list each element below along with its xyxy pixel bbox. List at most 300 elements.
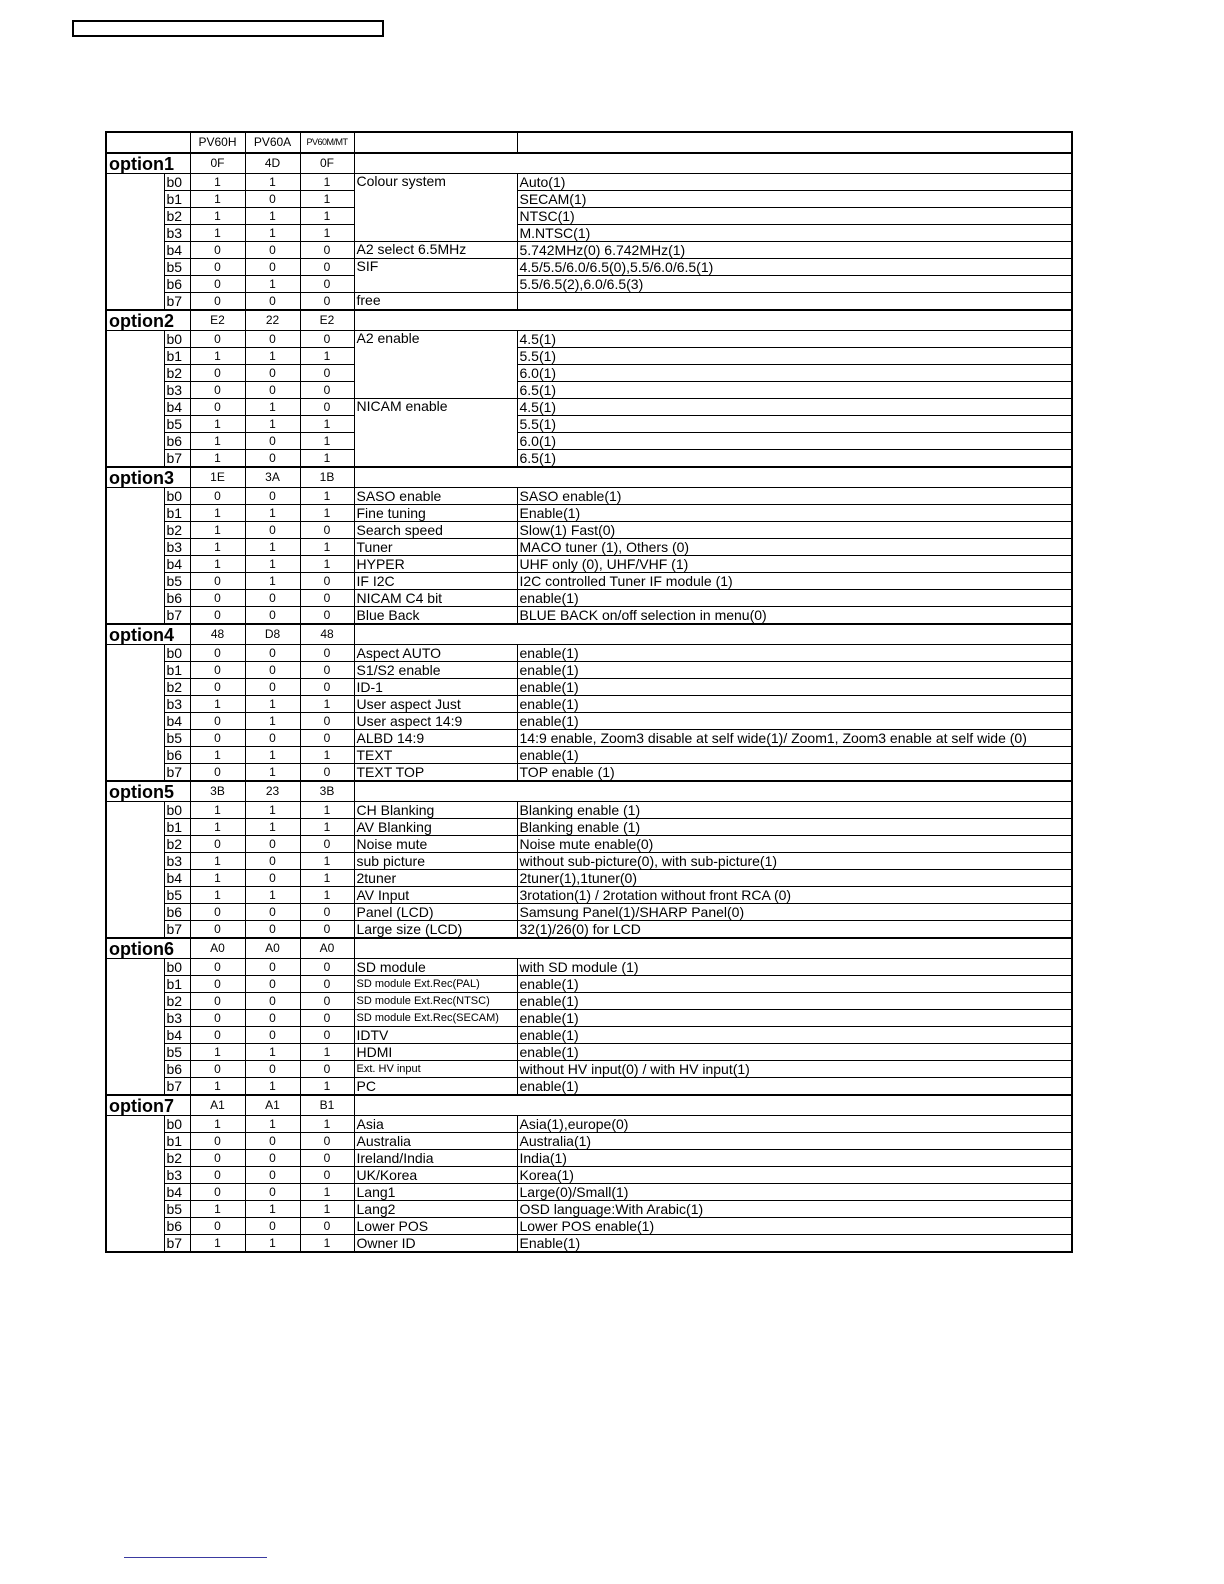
bit-value: 1 [300,870,354,887]
bit-row [106,539,1072,556]
bit-value: 1 [245,887,300,904]
bit-label: b1 [164,662,190,679]
bit-label: b4 [164,1027,190,1044]
description: 32(1)/26(0) for LCD [517,921,1072,939]
bit-value: 1 [190,887,245,904]
bit-label: b7 [164,607,190,625]
bit-value: 1 [245,1078,300,1096]
function-name: Panel (LCD) [354,904,517,921]
bit-value: 1 [245,573,300,590]
bit-value: 0 [300,1133,354,1150]
header-blank [517,132,1072,153]
bit-value: 1 [190,1201,245,1218]
bit-value: 0 [190,382,245,399]
bit-value: 1 [300,1044,354,1061]
bit-label: b2 [164,993,190,1010]
bit-value: 0 [190,1010,245,1027]
bit-value: 0 [245,730,300,747]
option-value: 22 [245,310,300,331]
bit-value: 0 [190,331,245,348]
bit-value: 1 [190,539,245,556]
bit-value: 0 [245,976,300,993]
bit-label: b1 [164,505,190,522]
model-header: PV60M/MT [300,132,354,153]
bit-value: 0 [190,1167,245,1184]
bit-value: 0 [245,191,300,208]
bit-value: 0 [190,1027,245,1044]
bit-value: 0 [245,1218,300,1235]
bit-label: b5 [164,416,190,433]
function-name: Large size (LCD) [354,921,517,939]
description: enable(1) [517,1044,1072,1061]
function-name: IF I2C [354,573,517,590]
function-name: Lang2 [354,1201,517,1218]
bit-value: 0 [300,679,354,696]
bit-value: 0 [190,1133,245,1150]
option-value: A0 [190,938,245,959]
description: Lower POS enable(1) [517,1218,1072,1235]
bit-value: 0 [245,382,300,399]
function-name: ID-1 [354,679,517,696]
function-name: NICAM enable [354,399,517,468]
description: Blanking enable (1) [517,819,1072,836]
bit-label: b3 [164,1167,190,1184]
bit-value: 1 [300,348,354,365]
description: 4.5(1) [517,399,1072,416]
bit-value: 0 [190,679,245,696]
bit-value: 0 [300,1167,354,1184]
description: 4.5/5.5/6.0/6.5(0),5.5/6.0/6.5(1) [517,259,1072,276]
bit-label: b5 [164,1044,190,1061]
option-header-row [106,153,1072,174]
bit-value: 0 [190,573,245,590]
bit-value: 0 [300,590,354,607]
bit-value: 1 [190,747,245,764]
bit-row [106,645,1072,662]
bit-value: 0 [190,976,245,993]
function-name: Australia [354,1133,517,1150]
bit-value: 0 [245,293,300,311]
model-header: PV60A [245,132,300,153]
bit-value: 1 [300,208,354,225]
option-name: option6 [106,938,190,959]
option-left-blank [106,1116,164,1253]
description: 6.0(1) [517,433,1072,450]
bit-value: 1 [300,853,354,870]
bit-value: 0 [245,870,300,887]
option-header-row [106,310,1072,331]
bit-value: 0 [245,365,300,382]
bit-value: 0 [190,242,245,259]
bit-value: 0 [190,993,245,1010]
function-name: SIF [354,259,517,293]
bit-value: 0 [245,1010,300,1027]
bit-label: b2 [164,208,190,225]
bit-value: 1 [245,802,300,819]
bit-value: 0 [245,679,300,696]
bit-value: 1 [245,225,300,242]
bit-label: b2 [164,522,190,539]
bit-value: 1 [245,713,300,730]
option-value: 3A [245,467,300,488]
bit-value: 1 [245,208,300,225]
bit-value: 1 [190,802,245,819]
option-value: 48 [190,624,245,645]
bit-value: 1 [245,539,300,556]
bit-value: 0 [245,259,300,276]
option-left-blank [106,331,164,468]
bit-row [106,1116,1072,1133]
function-name: free [354,293,517,311]
bit-value: 0 [190,276,245,293]
bit-value: 0 [245,836,300,853]
option-value: 48 [300,624,354,645]
description: 6.5(1) [517,450,1072,468]
option-value: 0F [190,153,245,174]
bit-value: 0 [190,921,245,939]
bit-value: 1 [245,764,300,782]
bit-value: 0 [300,730,354,747]
bit-row [106,522,1072,539]
bit-label: b7 [164,450,190,468]
option-header-row [106,1095,1072,1116]
bit-label: b5 [164,573,190,590]
bit-label: b6 [164,276,190,293]
bit-value: 0 [190,1150,245,1167]
bit-value: 1 [190,1078,245,1096]
bit-value: 0 [245,1150,300,1167]
bit-row [106,590,1072,607]
option-value: 1B [300,467,354,488]
bit-value: 0 [190,365,245,382]
bit-value: 0 [190,836,245,853]
bit-value: 0 [300,1150,354,1167]
model-header: PV60H [190,132,245,153]
description: M.NTSC(1) [517,225,1072,242]
bit-value: 1 [300,1116,354,1133]
option-value: E2 [190,310,245,331]
bit-label: b2 [164,679,190,696]
bit-row [106,1027,1072,1044]
bit-label: b4 [164,713,190,730]
bit-label: b1 [164,191,190,208]
description: TOP enable (1) [517,764,1072,782]
bit-value: 0 [300,976,354,993]
header-row [106,132,1072,153]
bit-row [106,747,1072,764]
description: enable(1) [517,590,1072,607]
bit-value: 0 [300,836,354,853]
bit-value: 1 [245,819,300,836]
bit-row [106,1184,1072,1201]
bit-row [106,331,1072,348]
description: Australia(1) [517,1133,1072,1150]
function-name: Tuner [354,539,517,556]
bit-value: 0 [245,904,300,921]
option-name: option5 [106,781,190,802]
description: enable(1) [517,1078,1072,1096]
bit-label: b2 [164,365,190,382]
bit-label: b0 [164,802,190,819]
description: Korea(1) [517,1167,1072,1184]
bit-value: 1 [190,348,245,365]
bit-value: 0 [190,764,245,782]
bit-value: 0 [300,242,354,259]
bit-row [106,764,1072,782]
bit-value: 0 [245,959,300,976]
option-header-row [106,467,1072,488]
option-value: 1E [190,467,245,488]
bit-row [106,1061,1072,1078]
bit-label: b3 [164,382,190,399]
bit-value: 0 [245,331,300,348]
bit-value: 0 [190,730,245,747]
bit-value: 0 [300,259,354,276]
bit-value: 1 [190,505,245,522]
bit-label: b2 [164,1150,190,1167]
option-value: 3B [300,781,354,802]
bit-value: 0 [300,331,354,348]
function-name: ALBD 14:9 [354,730,517,747]
bit-value: 0 [300,1010,354,1027]
bit-value: 1 [300,450,354,468]
function-name: HYPER [354,556,517,573]
bit-label: b7 [164,1235,190,1253]
bit-value: 1 [300,556,354,573]
bit-value: 1 [190,1116,245,1133]
bit-label: b0 [164,488,190,505]
description: MACO tuner (1), Others (0) [517,539,1072,556]
bit-value: 1 [190,433,245,450]
option-table [105,131,1073,1253]
function-name: SASO enable [354,488,517,505]
bit-value: 0 [300,921,354,939]
bit-label: b3 [164,1010,190,1027]
bit-row [106,573,1072,590]
bit-row [106,208,1072,225]
bit-label: b0 [164,1116,190,1133]
bit-value: 0 [190,713,245,730]
bit-value: 1 [190,208,245,225]
bit-label: b3 [164,225,190,242]
bit-row [106,730,1072,747]
bit-row [106,225,1072,242]
bit-label: b6 [164,433,190,450]
bit-value: 0 [190,259,245,276]
bit-value: 1 [300,802,354,819]
bit-value: 0 [190,607,245,625]
description: enable(1) [517,713,1072,730]
option-name: option2 [106,310,190,331]
bit-value: 0 [300,1061,354,1078]
option-value: A0 [300,938,354,959]
description: UHF only (0), UHF/VHF (1) [517,556,1072,573]
bit-row [106,276,1072,293]
description: enable(1) [517,696,1072,713]
bit-value: 1 [300,433,354,450]
function-name: PC [354,1078,517,1096]
description: enable(1) [517,1027,1072,1044]
option-value: 4D [245,153,300,174]
option-value: A1 [190,1095,245,1116]
bit-value: 0 [300,904,354,921]
bit-value: 1 [245,276,300,293]
function-name: sub picture [354,853,517,870]
description: enable(1) [517,645,1072,662]
description [517,293,1072,311]
option-header-blank [354,153,1072,174]
header-blank [106,132,190,153]
bit-value: 1 [245,505,300,522]
function-name: Ext. HV input [354,1061,517,1078]
bit-value: 0 [300,713,354,730]
description: SECAM(1) [517,191,1072,208]
bit-row [106,450,1072,468]
bit-value: 0 [300,959,354,976]
bit-value: 0 [245,450,300,468]
description: I2C controlled Tuner IF module (1) [517,573,1072,590]
function-name: Lower POS [354,1218,517,1235]
bit-row [106,174,1072,191]
bit-row [106,399,1072,416]
function-name: Colour system [354,174,517,242]
description: without HV input(0) / with HV input(1) [517,1061,1072,1078]
bit-label: b5 [164,887,190,904]
bit-value: 1 [245,399,300,416]
function-name: Asia [354,1116,517,1133]
bit-value: 1 [300,416,354,433]
bit-value: 0 [245,242,300,259]
description: 6.5(1) [517,382,1072,399]
bit-row [106,1235,1072,1253]
description: Samsung Panel(1)/SHARP Panel(0) [517,904,1072,921]
bit-value: 0 [190,959,245,976]
description: enable(1) [517,679,1072,696]
description: with SD module (1) [517,959,1072,976]
bit-value: 0 [245,1184,300,1201]
description: Blanking enable (1) [517,802,1072,819]
bit-value: 1 [190,853,245,870]
description: 5.742MHz(0) 6.742MHz(1) [517,242,1072,259]
bit-row [106,607,1072,625]
bit-row [106,242,1072,259]
bit-value: 0 [245,1061,300,1078]
function-name: S1/S2 enable [354,662,517,679]
bit-value: 1 [300,174,354,191]
option-left-blank [106,174,164,311]
bit-value: 0 [190,1184,245,1201]
bit-label: b6 [164,1218,190,1235]
bit-value: 1 [190,522,245,539]
bit-value: 0 [245,993,300,1010]
option-name: option7 [106,1095,190,1116]
bit-row [106,191,1072,208]
bit-value: 1 [190,1044,245,1061]
description: 2tuner(1),1tuner(0) [517,870,1072,887]
option-header-blank [354,1095,1072,1116]
bit-row [106,836,1072,853]
bit-value: 0 [190,293,245,311]
bit-value: 0 [190,645,245,662]
option-left-blank [106,802,164,939]
bit-value: 0 [300,293,354,311]
bit-value: 0 [300,573,354,590]
bit-value: 1 [245,416,300,433]
option-value: 23 [245,781,300,802]
bit-value: 0 [245,921,300,939]
bit-label: b7 [164,764,190,782]
function-name: CH Blanking [354,802,517,819]
bit-value: 1 [300,1235,354,1253]
bit-value: 1 [190,174,245,191]
bit-value: 0 [190,1218,245,1235]
bit-value: 1 [300,505,354,522]
bit-row [106,976,1072,993]
bit-row [106,662,1072,679]
option-name: option1 [106,153,190,174]
function-name: Fine tuning [354,505,517,522]
bit-label: b3 [164,539,190,556]
bit-value: 1 [300,191,354,208]
bit-label: b4 [164,242,190,259]
bit-value: 1 [300,488,354,505]
bit-row [106,433,1072,450]
bit-row [106,382,1072,399]
description: Enable(1) [517,505,1072,522]
bit-label: b3 [164,853,190,870]
description: without sub-picture(0), with sub-picture(1) [517,853,1072,870]
bit-row [106,904,1072,921]
bit-value: 0 [300,764,354,782]
bit-value: 1 [245,174,300,191]
bit-value: 1 [190,450,245,468]
bit-value: 1 [190,416,245,433]
bit-value: 1 [245,348,300,365]
bit-value: 0 [245,607,300,625]
bit-row [106,1133,1072,1150]
description: BLUE BACK on/off selection in menu(0) [517,607,1072,625]
bit-row [106,921,1072,939]
bit-value: 0 [300,382,354,399]
bit-value: 0 [245,488,300,505]
bit-label: b0 [164,174,190,191]
bit-value: 0 [190,904,245,921]
bit-row [106,505,1072,522]
description: Asia(1),europe(0) [517,1116,1072,1133]
bit-label: b1 [164,976,190,993]
bit-label: b6 [164,904,190,921]
function-name: Ireland/India [354,1150,517,1167]
bit-row [106,365,1072,382]
function-name: Owner ID [354,1235,517,1253]
function-name: SD module Ext.Rec(SECAM) [354,1010,517,1027]
bit-value: 1 [300,1078,354,1096]
function-name: 2tuner [354,870,517,887]
bit-row [106,1150,1072,1167]
bit-value: 1 [300,747,354,764]
bit-row [106,696,1072,713]
description: enable(1) [517,976,1072,993]
bit-row [106,1044,1072,1061]
description: Noise mute enable(0) [517,836,1072,853]
option-value: D8 [245,624,300,645]
bit-value: 1 [300,539,354,556]
bit-label: b5 [164,259,190,276]
bit-row [106,853,1072,870]
bit-value: 0 [190,1061,245,1078]
option-left-blank [106,488,164,625]
bit-value: 0 [300,645,354,662]
